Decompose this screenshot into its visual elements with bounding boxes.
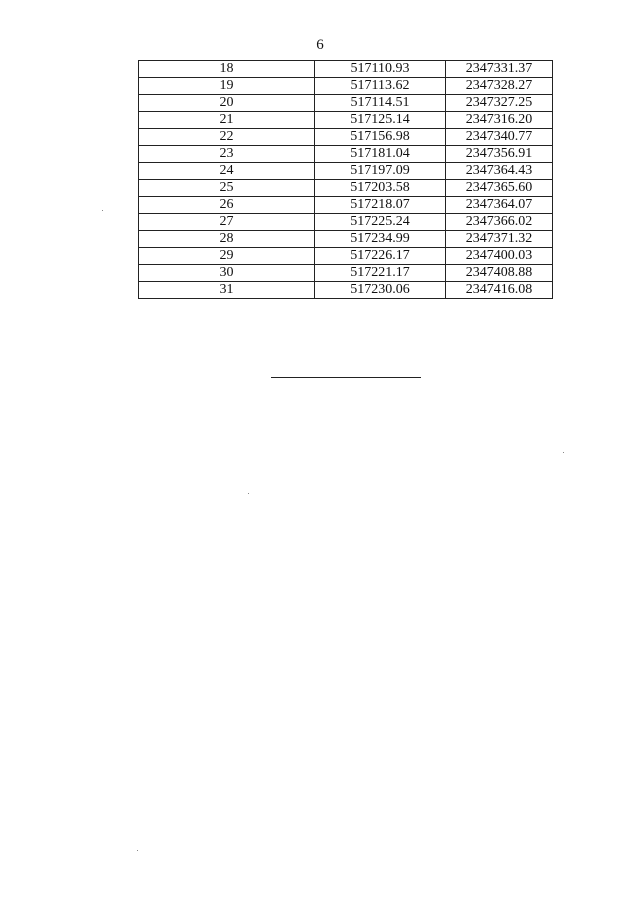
point-number-cell: 22 <box>139 129 315 146</box>
y-coordinate-cell: 2347316.20 <box>446 112 553 129</box>
x-coordinate-cell: 517203.58 <box>315 180 446 197</box>
table-row <box>139 248 553 265</box>
x-coordinate-cell: 517197.09 <box>315 163 446 180</box>
table-row <box>139 112 553 129</box>
point-number-cell: 24 <box>139 163 315 180</box>
point-number-cell: 23 <box>139 146 315 163</box>
table-row <box>139 265 553 282</box>
x-coordinate-cell: 517110.93 <box>315 61 446 78</box>
table-row <box>139 180 553 197</box>
point-number-cell: 30 <box>139 265 315 282</box>
point-number-cell: 21 <box>139 112 315 129</box>
x-coordinate-cell: 517234.99 <box>315 231 446 248</box>
coordinates-table-body <box>139 61 553 299</box>
point-number-cell: 26 <box>139 197 315 214</box>
table-row <box>139 231 553 248</box>
y-coordinate-cell: 2347327.25 <box>446 95 553 112</box>
table-row <box>139 95 553 112</box>
x-coordinate-cell: 517113.62 <box>315 78 446 95</box>
y-coordinate-cell: 2347356.91 <box>446 146 553 163</box>
x-coordinate-cell: 517125.14 <box>315 112 446 129</box>
table-row <box>139 214 553 231</box>
point-number-cell: 31 <box>139 282 315 299</box>
y-coordinate-cell: 2347371.32 <box>446 231 553 248</box>
x-coordinate-cell: 517221.17 <box>315 265 446 282</box>
y-coordinate-cell: 2347400.03 <box>446 248 553 265</box>
y-coordinate-cell: 2347366.02 <box>446 214 553 231</box>
y-coordinate-cell: 2347328.27 <box>446 78 553 95</box>
y-coordinate-cell: 2347365.60 <box>446 180 553 197</box>
coordinates-table <box>138 60 553 299</box>
x-coordinate-cell: 517225.24 <box>315 214 446 231</box>
scan-speck <box>563 452 564 453</box>
y-coordinate-cell: 2347408.88 <box>446 265 553 282</box>
point-number-cell: 27 <box>139 214 315 231</box>
table-row <box>139 78 553 95</box>
y-coordinate-cell: 2347364.43 <box>446 163 553 180</box>
x-coordinate-cell: 517181.04 <box>315 146 446 163</box>
x-coordinate-cell: 517114.51 <box>315 95 446 112</box>
scan-speck <box>248 493 249 494</box>
table-row <box>139 282 553 299</box>
table-row <box>139 197 553 214</box>
scan-speck <box>137 850 138 851</box>
y-coordinate-cell: 2347331.37 <box>446 61 553 78</box>
x-coordinate-cell: 517230.06 <box>315 282 446 299</box>
table-row <box>139 163 553 180</box>
table-row <box>139 146 553 163</box>
page-number: 6 <box>316 37 324 53</box>
y-coordinate-cell: 2347416.08 <box>446 282 553 299</box>
point-number-cell: 20 <box>139 95 315 112</box>
x-coordinate-cell: 517218.07 <box>315 197 446 214</box>
table-row <box>139 129 553 146</box>
point-number-cell: 29 <box>139 248 315 265</box>
x-coordinate-cell: 517226.17 <box>315 248 446 265</box>
end-of-document-rule <box>271 377 421 378</box>
point-number-cell: 19 <box>139 78 315 95</box>
table-row <box>139 61 553 78</box>
y-coordinate-cell: 2347364.07 <box>446 197 553 214</box>
y-coordinate-cell: 2347340.77 <box>446 129 553 146</box>
point-number-cell: 28 <box>139 231 315 248</box>
point-number-cell: 25 <box>139 180 315 197</box>
scan-speck <box>102 210 103 211</box>
point-number-cell: 18 <box>139 61 315 78</box>
x-coordinate-cell: 517156.98 <box>315 129 446 146</box>
